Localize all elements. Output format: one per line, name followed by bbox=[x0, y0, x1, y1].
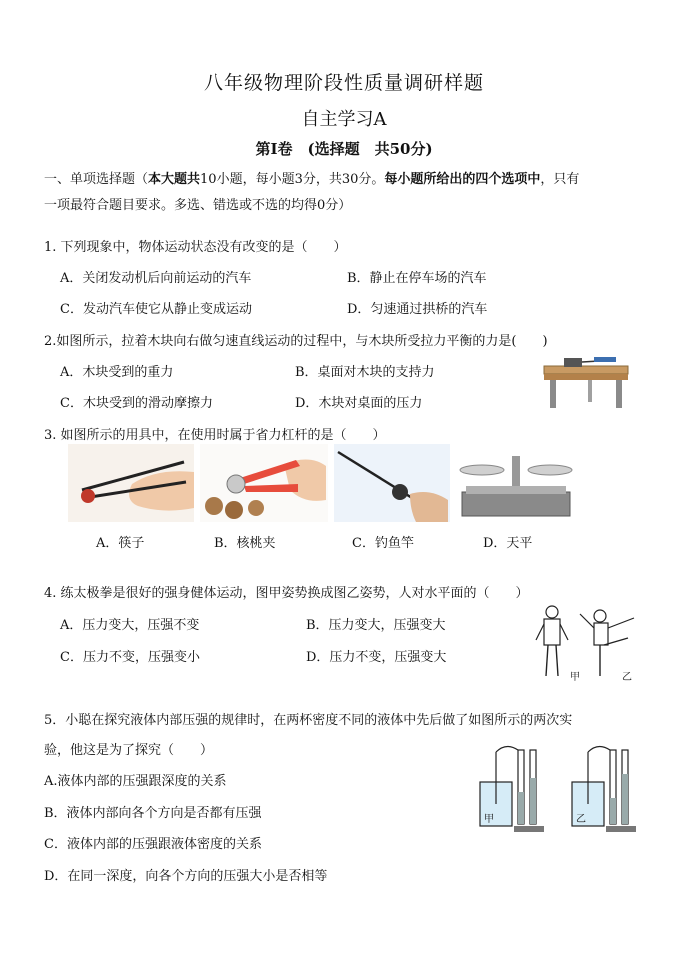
question-5-stem-line-2: 验，他这是为了探究（ ） bbox=[44, 743, 214, 758]
question-1-option-c: C．发动汽车使它从静止变成运动 bbox=[60, 302, 252, 317]
instructions-bold-text: 每小题所给出的四个选项中 bbox=[384, 172, 541, 187]
pressure-gauge-figure bbox=[476, 742, 644, 834]
instructions-line-2: 一项最符合题目要求。多选、错选或不选的均得0分） bbox=[44, 198, 352, 213]
question-5-option-c: C．液体内部的压强跟液体密度的关系 bbox=[44, 837, 262, 852]
exam-subtitle: 自主学习A bbox=[301, 109, 387, 130]
question-5-option-a: A.液体内部的压强跟深度的关系 bbox=[44, 774, 227, 789]
question-4-option-b: B．压力变大，压强变大 bbox=[306, 618, 446, 633]
question-1-option-b: B．静止在停车场的汽车 bbox=[347, 271, 487, 286]
question-1-stem: 1. 下列现象中，物体运动状态没有改变的是（ ） bbox=[44, 240, 347, 255]
gauge-label-right: 乙 bbox=[576, 814, 586, 825]
balance-scale-figure bbox=[456, 450, 576, 522]
question-2-stem: 2.如图所示，拉着木块向右做匀速直线运动的过程中，与木块所受拉力平衡的力是( ) bbox=[44, 334, 548, 349]
question-5-option-b: B．液体内部向各个方向是否都有压强 bbox=[44, 806, 262, 821]
instructions-text: 一、单项选择题（ bbox=[44, 172, 149, 187]
taichi-label-left: 甲 bbox=[570, 672, 580, 682]
instructions-text: 10小题，每小题3分，共30分。 bbox=[200, 172, 385, 187]
instructions-line-1 bbox=[44, 168, 579, 187]
table-block-figure bbox=[538, 350, 634, 410]
instructions-bold-text: 本大题共 bbox=[148, 172, 201, 187]
question-4-option-a: A．压力变大，压强不变 bbox=[60, 618, 200, 633]
exam-title: 八年级物理阶段性质量调研样题 bbox=[203, 72, 484, 94]
chopsticks-figure bbox=[68, 444, 194, 522]
question-4-stem: 4. 练太极拳是很好的强身健体运动，图甲姿势换成图乙姿势，人对水平面的（ ） bbox=[44, 586, 529, 601]
taichi-figure bbox=[530, 604, 642, 682]
question-4-option-d: D．压力不变，压强变大 bbox=[306, 650, 447, 665]
question-4-option-c: C．压力不变，压强变小 bbox=[60, 650, 200, 665]
question-1-option-d: D．匀速通过拱桥的汽车 bbox=[347, 302, 488, 317]
fishing-rod-figure bbox=[334, 444, 450, 522]
question-1-option-a: A．关闭发动机后向前运动的汽车 bbox=[60, 271, 252, 286]
question-2-option-c: C．木块受到的滑动摩擦力 bbox=[60, 396, 213, 411]
instructions-text: ，只有 bbox=[540, 172, 580, 187]
question-2-option-a: A．木块受到的重力 bbox=[60, 365, 174, 380]
question-5-stem-line-1: 5．小聪在探究液体内部压强的规律时，在两杯密度不同的液体中先后做了如图所示的两次实 bbox=[44, 713, 573, 728]
question-3-option-b: B．核桃夹 bbox=[214, 536, 276, 551]
nutcracker-figure bbox=[200, 444, 328, 522]
question-2-option-b: B．桌面对木块的支持力 bbox=[295, 365, 435, 380]
question-3-option-c: C．钓鱼竿 bbox=[352, 536, 414, 551]
question-3-option-d: D．天平 bbox=[483, 536, 533, 551]
question-2-option-d: D．木块对桌面的压力 bbox=[295, 396, 423, 411]
taichi-label-right: 乙 bbox=[622, 672, 632, 682]
question-3-option-a: A．筷子 bbox=[96, 536, 145, 551]
question-5-option-d: D．在同一深度，向各个方向的压强大小是否相等 bbox=[44, 869, 328, 884]
section-heading: 第Ⅰ卷 (选择题 共50分) bbox=[255, 140, 433, 158]
gauge-label-left: 甲 bbox=[484, 814, 494, 825]
question-3-stem: 3. 如图所示的用具中，在使用时属于省力杠杆的是（ ） bbox=[44, 428, 386, 443]
